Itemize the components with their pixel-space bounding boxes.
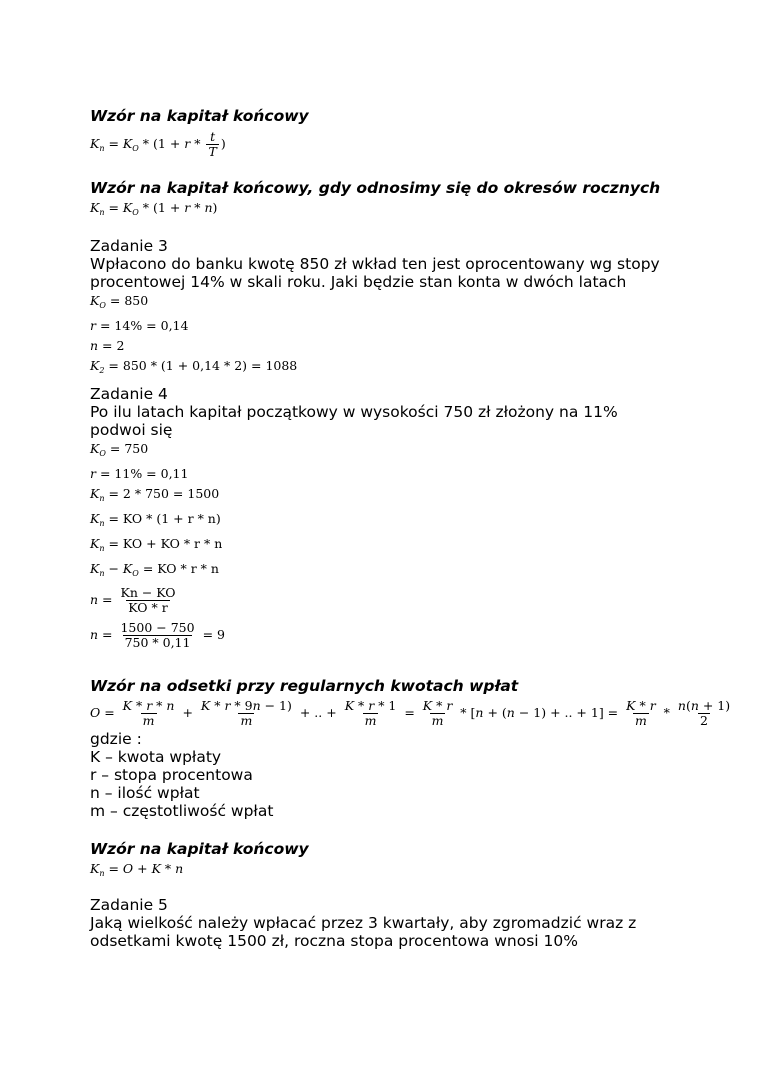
fraction: $\frac{1500 - 750}{750 * 0,11}$ <box>120 620 195 650</box>
section-odsetki <box>90 676 734 820</box>
task-title: Zadanie 3 <box>90 237 168 255</box>
legend-item: r – stopa procentowa <box>90 766 253 784</box>
section-heading: Wzór na kapitał końcowy, gdy odnosimy się do okresów rocznych <box>90 179 661 197</box>
task-5 <box>90 896 636 950</box>
equation: $K_2 = 850 * (1 + 0,14 * 2) = 1088$ <box>90 358 298 375</box>
fraction: $\frac{Kn - KO}{KO * r}$ <box>120 585 176 615</box>
task-text-line: odsetkami kwotę 1500 zł, roczna stopa procentowa wnosi 10% <box>90 932 578 950</box>
task-text-line: Wpłacono do banku kwotę 850 zł wkład ten jest oprocentowany wg stopy <box>90 255 660 273</box>
equation: $K_n$ = KO * (1 + r * n) <box>90 511 221 528</box>
task-text-line: procentowej 14% w skali roku. Jaki będzie stan konta w dwóch latach <box>90 273 627 291</box>
task-text-line: Jaką wielkość należy wpłacać przez 3 kwartały, aby zgromadzić wraz z <box>90 914 637 932</box>
legend-item: n – ilość wpłat <box>90 784 200 802</box>
formula: $K_n = K_O * (1 + r * n)$ <box>90 200 218 217</box>
task-title: Zadanie 4 <box>90 385 168 403</box>
section-heading: Wzór na kapitał końcowy <box>90 107 309 125</box>
task-4 <box>90 385 618 650</box>
equation: $K_O = 850$ <box>90 293 149 310</box>
task-text-line: podwoi się <box>90 421 173 439</box>
task-text-line: Po ilu latach kapitał początkowy w wysokości 750 zł złożony na 11% <box>90 403 618 421</box>
equation: $K_n = 2 * 750 = 1500$ <box>90 486 220 503</box>
task-3 <box>90 237 660 381</box>
section-kapital-koncowy <box>90 106 309 159</box>
equation: r = 14% = 0,14 <box>90 318 189 333</box>
equation: n = 2 <box>90 338 125 353</box>
equation: n = $\frac{Kn - KO}{KO * r}$ <box>90 585 176 615</box>
legend-item: K – kwota wpłaty <box>90 748 222 766</box>
equation: $K_n$ = KO + KO * r * n <box>90 536 223 553</box>
section-heading: Wzór na kapitał końcowy <box>90 840 309 858</box>
task-title: Zadanie 5 <box>90 896 168 914</box>
legend-item: m – częstotliwość wpłat <box>90 802 274 820</box>
formula: $K_n = K_O * (1 + r$ * $\frac{t}{T}$ ) <box>90 129 226 159</box>
equation: n = $\frac{1500 - 750}{750 * 0,11}$ = 9 <box>90 620 225 650</box>
section-heading: Wzór na odsetki przy regularnych kwotach wpłat <box>90 677 519 695</box>
equation: r = 11% = 0,11 <box>90 466 189 481</box>
section-kapital-koncowy-2 <box>90 839 309 884</box>
equation: $K_n - K_O$ = KO * r * n <box>90 561 219 578</box>
equation: $K_O = 750$ <box>90 441 149 458</box>
fraction: $\frac{t}{T}$ <box>208 129 217 159</box>
where-label: gdzie : <box>90 730 142 748</box>
section-kapital-roczny <box>90 178 660 223</box>
formula: $K_n = O + K * n$ <box>90 861 184 878</box>
formula: O = $\frac{K * r * n}{m}$ + $\frac{K * r * 9n - 1)}{m}$ + .. + $\frac{K * r * 1}{m}$ = $\frac{K * r}{m}$ * [n + (n − 1) + .. + 1] = $\frac{K * r}{m}$ * $\frac{n(n + 1)}{2}$ <box>90 698 731 728</box>
